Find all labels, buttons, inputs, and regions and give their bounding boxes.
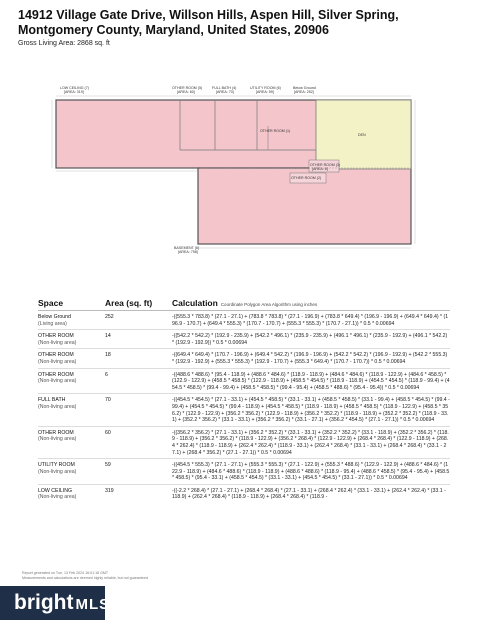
row-category: (Non-living area) [38,436,77,443]
row-calculation: -((488.6 * 488.6) * (95.4 - 118.9) + (488.6 * 484.6) * (118.9 - 118.9) + (484.6 * 484.6) * (118.9 - 122.9) + (484.6 * 458.5) * (122.9 - 122.9) + (458.5 * 458.5) * (122.9 - 118.9) + (458.5 * 454.5) * (118.9 - 118.9) + (454.5 * 454.5) * (118.9 - 99.4) + (454.5 * 458.5) * (99.4 - 99.4) + (458.5 * 458.5) * (99.4 - 95.4) + (458.5 * 488.6) * (95.4 - 95.4)) * 0.5 * 0.00694 [172,371,450,391]
row-calculation: -((649.4 * 649.4) * (170.7 - 196.9) + (649.4 * 542.2) * (196.9 - 196.9) + (542.2 * 542.2) * (196.9 - 192.9) + (542.2 * 555.3) * (192.9 - 192.9) + (555.3 * 555.3) * (192.9 - 170.7) + (555.3 * 649.4) * (170.7 - 170.7)) * 0.5 * 0.00694 [172,352,448,365]
row-calculation: -((356.2 * 356.2) * (27.1 - 33.1) + (356.2 * 352.2) * (33.1 - 33.1) + (352.2 * 352.2) * (33.1 - 118.9) + (352.2 * 356.2) * (118.9 - 118.9) + (356.2 * 356.2) * (118.9 - 122.9) + (356.2 * 268.4) * (122.9 - 122.9) + (268.4 * 268.4) * (122.9 - 118.9) + (268.4 * 262.4) * (118.9 - 118.9) + (262.4 * 262.4) * (118.9 - 33.1) + (262.4 * 268.4) * (33.1 - 33.1) + (268.4 * 268.4) * (33.1 - 27.1) + (268.4 * 356.2) * (27.1 - 27.1)) * 0.5 * 0.00694 [172,429,449,456]
label-other-room-3-area: [AREA: 6] [312,167,328,171]
row-area: 70 [105,397,111,404]
table-row [38,349,450,368]
row-space: OTHER ROOM [38,429,74,436]
report-disclaimer: Measurements and calculations are deemed highly reliable, but not guaranteed [22,575,148,580]
label-basement-area: [AREA: 798] [178,250,198,254]
row-area: 252 [105,314,114,320]
floor-plan [50,84,430,260]
header-space: Space [38,298,64,308]
row-area: 6 [105,371,108,378]
header-calculation-label: Calculation [172,298,218,308]
label-low-ceiling-area: [AREA: 319] [64,90,84,94]
label-other-room-5-area: [AREA: 60] [177,90,195,94]
row-category: (Non-living area) [38,468,77,475]
row-space: FULL BATH [38,397,66,404]
row-calculation: -((555.3 * 783.8) * (27.1 - 27.1) + (783.8 * 783.8) * (27.1 - 196.9) + (783.8 * 649.4) * (196.9 - 196.9) + (649.4 * 649.4) * (196.9 - 170.7) + (649.4 * 555.3) * (170.7 - 170.7) + (555.3 * 555.3) * (170.7 - 27.1)) * 0.5 * 0.00694 [172,314,449,327]
row-area: 319 [105,487,114,494]
row-space: OTHER ROOM [38,352,74,359]
row-space: OTHER ROOM [38,333,74,340]
table-header [38,297,450,311]
report-footer [22,571,148,580]
row-area: 18 [105,352,111,359]
report-generated-date: Report generated on Tue, 13 Feb 2024 16:01:18 GMT [22,571,109,575]
label-den: DEN [358,133,366,137]
row-category: (Non-living area) [38,378,77,385]
label-below-ground-area: [AREA: 252] [294,90,314,94]
row-category: (Non-living area) [38,403,77,410]
row-category: (Non-living area) [38,339,77,346]
label-low-ceiling: LOW CEILING (7) [60,86,89,90]
table-row [38,394,450,426]
row-category: (Non-living area) [38,358,77,365]
row-category: (Living area) [38,320,67,327]
header-area: Area (sq. ft) [105,298,153,308]
label-other-room-5: OTHER ROOM (5) [172,86,203,90]
logo-brand: bright [14,591,74,614]
row-space: LOW CEILING [38,487,73,494]
row-calculation: -((454.5 * 454.5) * (27.1 - 33.1) + (454.5 * 458.5) * (33.1 - 33.1) + (458.5 * 458.5) * (33.1 - 99.4) + (458.5 * 454.5) * (99.4 - 99.4) + (454.5 * 454.5) * (99.4 - 118.9) + (454.5 * 458.5) * (118.9 - 118.9) + (458.5 * 458.5) * (118.9 - 122.9) + (458.5 * 356.2) * (122.9 - 122.9) + (356.2 * 356.2) * (122.9 - 118.9) + (356.2 * 352.2) * (118.9 - 118.9) + (352.2 * 352.2) * (118.9 - 33.1) + (352.2 * 356.2) * (33.1 - 33.1) + (356.2 * 356.2) * (33.1 - 27.1) + (356.2 * 454.5) * (27.1 - 27.1)) * 0.5 * 0.00694 [172,397,450,424]
property-address-title: 14912 Village Gate Drive, Willson Hills, Aspen Hill, Silver Spring, Montgomery County, Maryland, United States, 20906 [18,8,399,37]
row-space: Below Ground [38,314,71,320]
label-utility-room-area: [AREA: 59] [256,90,274,94]
table-row [38,311,450,330]
table-row [38,459,450,485]
row-calculation: -((542.2 * 542.2) * (192.9 - 235.9) + (542.2 * 496.1) * (235.9 - 235.9) + (496.1 * 496.1) * (235.9 - 192.9) + (496.1 * 542.2) * (192.9 - 192.9)) * 0.5 * 0.00694 [172,333,448,346]
row-area: 60 [105,429,111,436]
bright-mls-logo [0,586,111,620]
area-table [38,297,450,503]
label-utility-room: UTILITY ROOM (6) [250,86,281,90]
label-full-bath: FULL BATH (4) [212,86,237,90]
floor-plan-drawing [50,84,430,260]
label-other-room-2: OTHER ROOM (2) [291,176,322,180]
table-row [38,427,450,459]
gross-living-area: Gross Living Area: 2868 sq. ft [18,40,110,47]
row-space: UTILITY ROOM [38,462,75,469]
header-calculation [172,298,450,308]
label-below-ground: Below Ground [293,86,316,90]
table-row [38,330,450,349]
label-full-bath-area: [AREA: 70] [216,90,234,94]
logo-suffix: MLS [75,596,111,613]
row-category: (Non-living area) [38,494,77,501]
header-calculation-sub: Coordinate Polygon Area Algorithm using inches [220,302,318,307]
row-area: 59 [105,462,111,469]
row-calculation: -((454.5 * 555.3) * (27.1 - 27.1) + (555.3 * 555.3) * (27.1 - 122.9) + (555.3 * 488.6) * (122.9 - 122.9) + (488.6 * 484.6) * (122.9 - 118.9) + (484.6 * 488.6) * (118.9 - 118.9) + (488.6 * 488.6) * (118.9 - 95.4) + (488.6 * 458.5) * (95.4 - 95.4) + (458.5 * 458.5) * (95.4 - 33.1) + (458.5 * 454.5) * (33.1 - 33.1) + (454.5 * 454.5) * (33.1 - 27.1)) * 0.5 * 0.00694 [172,462,450,482]
row-calculation: -((-2.2 * 268.4) * (27.1 - 27.1) + (268.4 * 268.4) * (27.1 - 33.1) + (268.4 * 262.4) * (33.1 - 33.1) + (262.4 * 262.4) * (33.1 - 118.9) + (262.4 * 268.4) * (118.9 - 118.9) + (268.4 * 268.4) * (118.9 - [172,487,446,501]
label-basement: BASEMENT (8) [174,246,200,250]
row-area: 14 [105,333,111,340]
table-row [38,369,450,395]
label-other-room-1: OTHER ROOM (1) [260,129,291,133]
label-other-room-3: OTHER ROOM (3) [310,163,341,167]
table-row [38,485,450,503]
row-space: OTHER ROOM [38,371,74,378]
